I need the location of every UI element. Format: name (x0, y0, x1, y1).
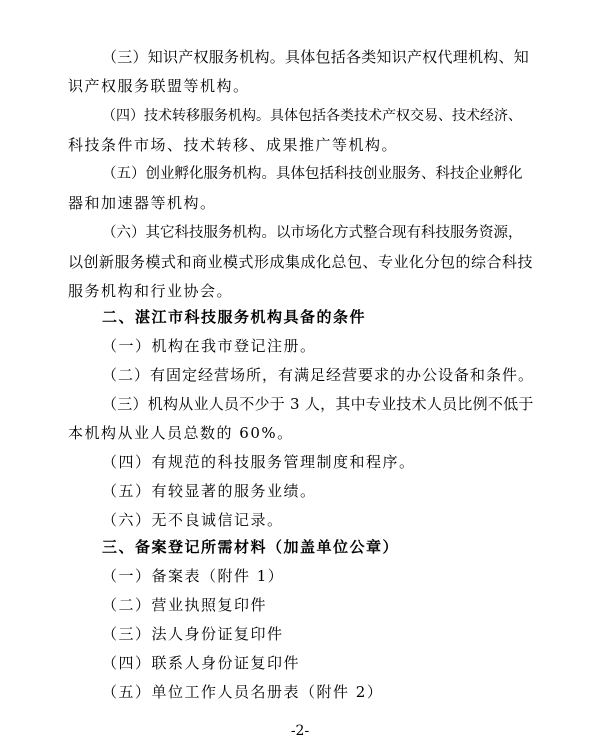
section-heading: 二、湛江市科技服务机构具备的条件 (102, 308, 367, 326)
text-line: （三）法人身份证复印件 (102, 625, 284, 643)
text-line: （六）其它科技服务机构。以市场化方式整合现有科技服务资源， (102, 225, 523, 241)
text-line: 器和加速器等机构。 (68, 194, 217, 212)
text-line: （五）有较显著的服务业绩。 (102, 482, 317, 500)
section-heading: 三、备案登记所需材料（加盖单位公章） (102, 538, 400, 556)
text-line: 本机构从业人员总数的 60%。 (68, 424, 294, 442)
text-line: （二）营业执照复印件 (102, 596, 268, 614)
text-line: 识产权服务联盟等机构。 (68, 77, 250, 95)
text-line: （二）有固定经营场所，有满足经营要求的办公设备和条件。 (102, 366, 535, 384)
text-line: （六）无不良诚信记录。 (102, 511, 284, 529)
text-line: （一）机构在我市登记注册。 (102, 337, 317, 355)
text-line: （三）机构从业人员不少于 3 人，其中专业技术人员比例不低于 (102, 395, 534, 413)
text-line: （一）备案表（附件 1） (102, 567, 285, 585)
text-line: 以创新服务模式和商业模式形成集成化总包、专业化分包的综合科技 (68, 253, 534, 271)
text-line: 服务机构和行业协会。 (68, 282, 234, 300)
text-line: （四）技术转移服务机构。具体包括各类技术产权交易、技术经济、 (102, 108, 522, 124)
text-line: （四）联系人身份证复印件 (102, 654, 301, 672)
text-line: （三）知识产权服务机构。具体包括各类知识产权代理机构、知 (102, 48, 530, 66)
text-line: 科技条件市场、技术转移、成果推广等机构。 (68, 136, 399, 154)
text-line: （五）创业孵化服务机构。具体包括科技创业服务、科技企业孵化 (102, 166, 523, 182)
text-line: （五）单位工作人员名册表（附件 2） (102, 683, 384, 701)
page-number: -2- (290, 723, 310, 739)
text-line: （四）有规范的科技服务管理制度和程序。 (102, 453, 416, 471)
